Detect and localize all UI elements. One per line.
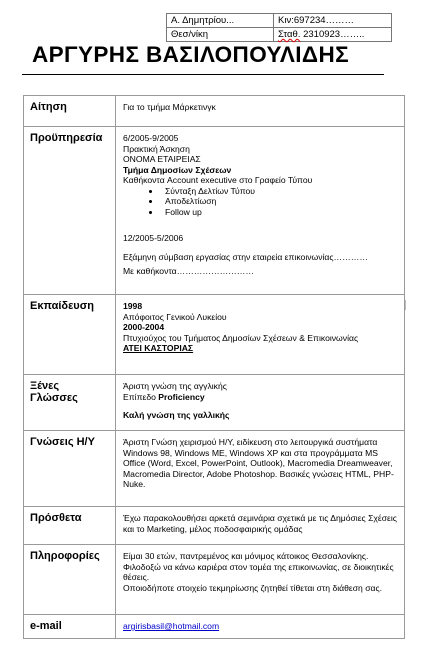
edu-year-2: 2000-2004 xyxy=(123,322,165,332)
home-phone xyxy=(274,28,392,42)
mobile-phone xyxy=(274,14,392,28)
edu-degree-1: Απόφοιτος Γενικού Λυκείου xyxy=(123,311,227,322)
label-info: Πληροφορίες xyxy=(24,545,116,615)
lang-level-value: Proficiency xyxy=(158,391,205,402)
candidate-name: ΑΡΓΥΡΗΣ ΒΑΣΙΛΟΠΟΥΛΙΔΗΣ xyxy=(32,42,350,67)
value-computer: Άριστη Γνώση χειρισμού Η/Υ, ειδίκευση στο λειτουργικά συστήματα Windows 98, Windows ME, Windows XP και στα προγράμματα MS Office (Word, Excel, PowerPoint, Outlook), Macromedia Dreamweaver, Macromedia Director, Adobe Photoshop. Βασικές γνώσεις HTML, PHP- Nuke. xyxy=(116,431,405,507)
lang-english: Άριστη γνώση της αγγλικής xyxy=(123,381,227,391)
row-email xyxy=(24,615,405,639)
lang-level xyxy=(123,392,399,403)
margin-mark xyxy=(405,300,406,310)
address-line-2: Θεσ/νίκη xyxy=(167,28,274,42)
row-experience xyxy=(24,127,405,295)
home-phone-label: Σταθ. xyxy=(278,29,301,40)
mobile-phone-label: Κιν: xyxy=(278,15,294,26)
value-experience xyxy=(116,127,405,295)
list-item: • Σύνταξη Δελτίων Τύπου xyxy=(161,186,399,197)
info-line-1: Είμαι 30 ετών, παντρεμένος και μόνιμος κάτοικος Θεσσαλονίκης. Φιλοδοξώ να κάνω καριέρα στον τομέα της επικοινωνίας, σε διοικητικές θέσεις. xyxy=(123,551,394,582)
value-email xyxy=(116,615,405,639)
row-application xyxy=(24,96,405,127)
exp-duties-2: Με καθήκοντα……………………… xyxy=(123,266,254,276)
value-education xyxy=(116,295,405,375)
value-info xyxy=(116,545,405,615)
label-education: Εκπαίδευση xyxy=(24,295,116,375)
address-line-1: Α. Δημητρίου... xyxy=(167,14,274,28)
contact-box xyxy=(166,13,392,42)
label-email: e-mail xyxy=(24,615,116,639)
row-education xyxy=(24,295,405,375)
value-extras: Έχω παρακολουθήσει αρκετά σεμινάρια σχετικά με τις Δημόσιες Σχέσεις και το Marketing, μέλος ποδοσφαιρικής ομάδας xyxy=(116,507,405,545)
list-item: • Αποδελτίωση xyxy=(161,196,399,207)
email-link[interactable]: argirisbasil@hotmail.com xyxy=(123,621,220,631)
exp-type-1: Πρακτική Άσκηση xyxy=(123,143,190,154)
row-languages xyxy=(24,375,405,431)
row-extras xyxy=(24,507,405,545)
row-computer xyxy=(24,431,405,507)
info-line-2: Οποιοδήποτε στοιχείο τεκμηρίωσης ζητηθεί τίθεται στη διάθεση σας. xyxy=(123,582,383,593)
edu-year-1: 1998 xyxy=(123,301,143,311)
edu-school-2: ΑΤΕΙ ΚΑΣΤΟΡΙΑΣ xyxy=(123,343,194,353)
exp-contract-2: Εξάμηνη σύμβαση εργασίας στην εταιρεία επικοινωνίας………… xyxy=(123,251,368,262)
label-application: Αίτηση xyxy=(24,96,116,127)
value-application: Για το τμήμα Μάρκετινγκ xyxy=(116,96,405,127)
mobile-phone-number: 697234……… xyxy=(293,15,355,26)
list-item: • Follow up xyxy=(161,207,399,218)
row-info xyxy=(24,545,405,615)
exp-duties-1: Καθήκοντα Account executive στο Γραφείο Τύπου xyxy=(123,175,313,185)
label-experience: Προϋπηρεσία xyxy=(24,127,116,295)
exp-bullets xyxy=(123,186,399,218)
edu-degree-2: Πτυχιούχος του Τμήματος Δημοσίων Σχέσεων & Επικοινωνίας xyxy=(123,332,359,343)
name-underline xyxy=(22,74,384,75)
exp-company-1: ΟΝΟΜΑ ΕΤΑΙΡΕΙΑΣ xyxy=(123,154,201,164)
label-extras: Πρόσθετα xyxy=(24,507,116,545)
home-phone-number: 2310923…….. xyxy=(300,29,365,40)
label-computer: Γνώσεις Η/Υ xyxy=(24,431,116,507)
value-languages xyxy=(116,375,405,431)
exp-period-2: 12/2005-5/2006 xyxy=(123,233,184,243)
lang-french: Καλή γνώση της γαλλικής xyxy=(123,410,230,420)
exp-dept-1: Τμήμα Δημοσίων Σχέσεων xyxy=(123,164,232,175)
cv-table xyxy=(23,95,405,639)
lang-level-prefix: Επίπεδο xyxy=(123,391,159,402)
exp-period-1: 6/2005-9/2005 xyxy=(123,133,179,143)
label-languages: Ξένες Γλώσσες xyxy=(24,375,116,431)
